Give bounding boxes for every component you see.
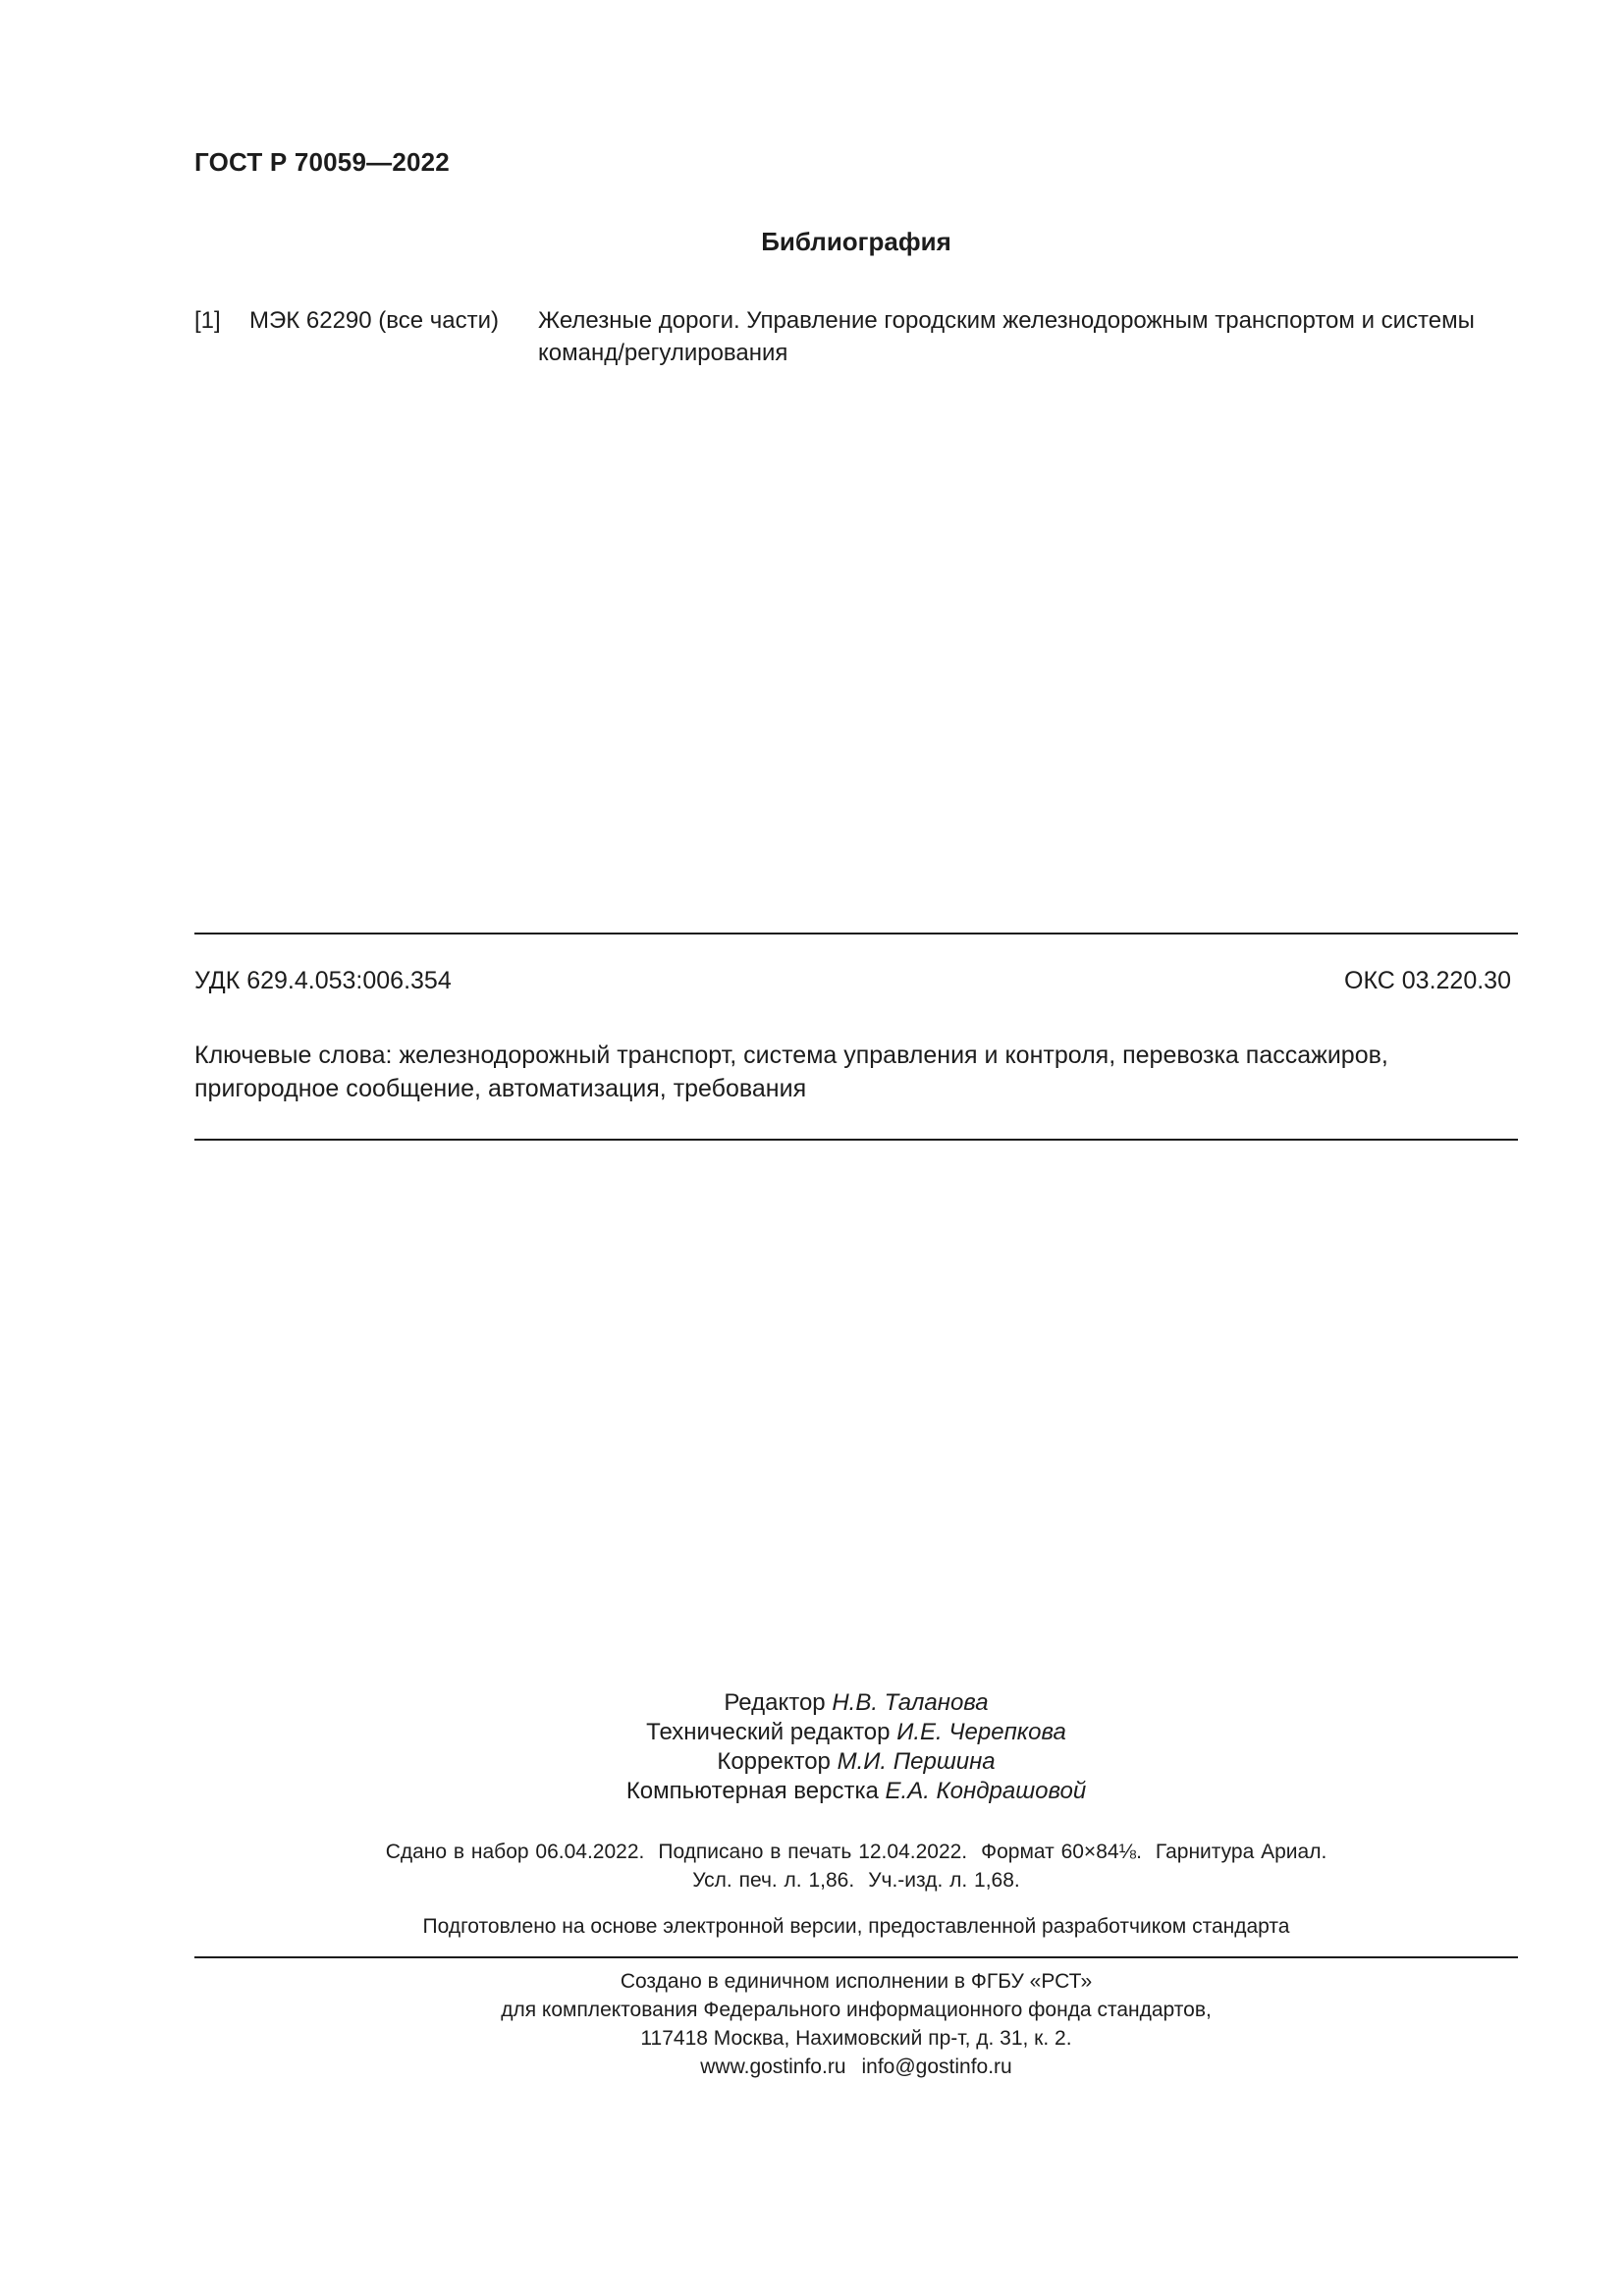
publisher-block <box>194 1967 1518 2081</box>
publisher-address: 117418 Москва, Нахимовский пр-т, д. 31, к. 2. <box>640 2027 1072 2050</box>
divider-keywords <box>194 1139 1518 1141</box>
keywords-line: пригородное сообщение, автоматизация, требования <box>194 1075 807 1102</box>
paper-format: Формат 60×84⅛. <box>981 1841 1142 1863</box>
bibliography-title: Библиография <box>761 227 951 256</box>
credit-name: Н.В. Таланова <box>832 1689 989 1716</box>
oks-code: ОКС 03.220.30 <box>1344 967 1511 994</box>
credit-editor <box>194 1688 1518 1718</box>
entry-title <box>538 304 1530 369</box>
divider-bottom <box>194 1956 1518 1958</box>
credit-name: М.И. Першина <box>837 1748 996 1775</box>
keywords-line: Ключевые слова: железнодорожный транспорт, система управления и контроля, перевозка пассажиров, <box>194 1041 1388 1069</box>
credit-proofreader <box>194 1747 1518 1777</box>
credit-name: Е.А. Кондрашовой <box>885 1778 1087 1804</box>
website-link[interactable]: www.gostinfo.ru <box>700 2056 846 2078</box>
prepared-note: Подготовлено на основе электронной версии, предоставленной разработчиком стандарта <box>422 1915 1290 1938</box>
credit-role: Корректор <box>717 1748 831 1775</box>
publisher-line: Создано в единичном исполнении в ФГБУ «РСТ» <box>620 1970 1093 1993</box>
publication-sheets: Уч.-изд. л. 1,68. <box>868 1869 1020 1892</box>
entry-title-line: Железные дороги. Управление городским железнодорожным транспортом и системы <box>538 307 1475 334</box>
print-sheets: Усл. печ. л. 1,86. <box>692 1869 855 1892</box>
entry-number: [1] <box>194 307 221 334</box>
email-link[interactable]: info@gostinfo.ru <box>861 2056 1012 2078</box>
divider-top <box>194 933 1518 934</box>
print-info-line <box>194 1838 1518 1866</box>
signed-date: Подписано в печать 12.04.2022. <box>658 1841 968 1863</box>
typeface: Гарнитура Ариал. <box>1155 1841 1327 1863</box>
entry-title-line: команд/регулирования <box>538 340 788 366</box>
submitted-date: Сдано в набор 06.04.2022. <box>385 1841 645 1863</box>
credit-role: Компьютерная верстка <box>625 1778 879 1804</box>
publisher-line: для комплектования Федерального информационного фонда стандартов, <box>501 1999 1212 2021</box>
keywords <box>194 1039 1520 1105</box>
credit-role: Технический редактор <box>646 1719 891 1745</box>
document-code: ГОСТ Р 70059—2022 <box>194 147 450 177</box>
udk-code: УДК 629.4.053:006.354 <box>194 967 452 994</box>
credit-role: Редактор <box>724 1689 826 1716</box>
credit-layout <box>194 1777 1518 1806</box>
entry-standard-code: МЭК 62290 (все части) <box>249 307 500 334</box>
print-info-line <box>194 1866 1518 1895</box>
publisher-contacts <box>194 2053 1518 2081</box>
print-info <box>194 1838 1518 1895</box>
credits-block <box>194 1688 1518 1806</box>
credit-name: И.Е. Черепкова <box>896 1719 1066 1745</box>
credit-technical-editor <box>194 1718 1518 1747</box>
